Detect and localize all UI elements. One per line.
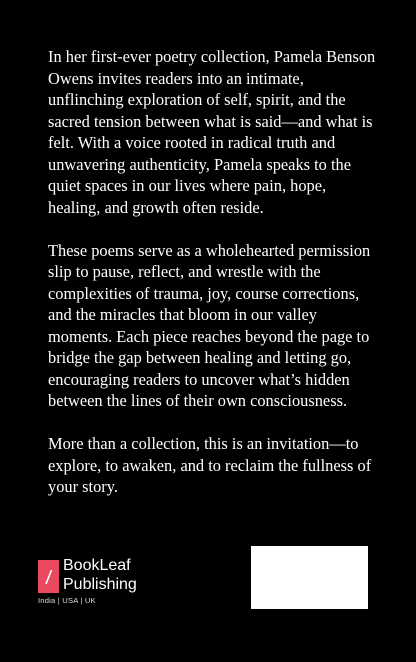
blurb-paragraph-3: More than a collection, this is an invitation—to explore, to awaken, and to reclaim the fullness of your story. [48,434,372,496]
slash-mark-icon [38,560,59,593]
back-cover-blurb [48,46,378,498]
publisher-name-line2: Publishing [63,576,137,593]
blurb-paragraph-1: In her first-ever poetry collection, Pamela Benson Owens invites readers into an intimate, unflinching exploration of self, spirit, and the sacred tension between what is said—and what is felt. With a voice rooted in radical truth and unwavering authenticity, Pamela speaks to the quiet spaces in our lives where pain, hope, healing, and growth often reside. [48,47,376,217]
blurb-paragraph-2: These poems serve as a wholehearted permission slip to pause, reflect, and wrestle with the complexities of trauma, joy, course corrections, and the miracles that bloom in our valley moments. Each piece reaches beyond the page to bridge the gap between healing and letting go, encouraging readers to uncover what’s hidden between the lines of their own consciousness. [48,240,371,410]
barcode-placeholder [251,546,368,609]
publisher-logo [38,556,168,610]
publisher-tagline: India | USA | UK [38,596,96,605]
publisher-name [63,556,137,594]
publisher-name-line1: BookLeaf [63,557,131,574]
